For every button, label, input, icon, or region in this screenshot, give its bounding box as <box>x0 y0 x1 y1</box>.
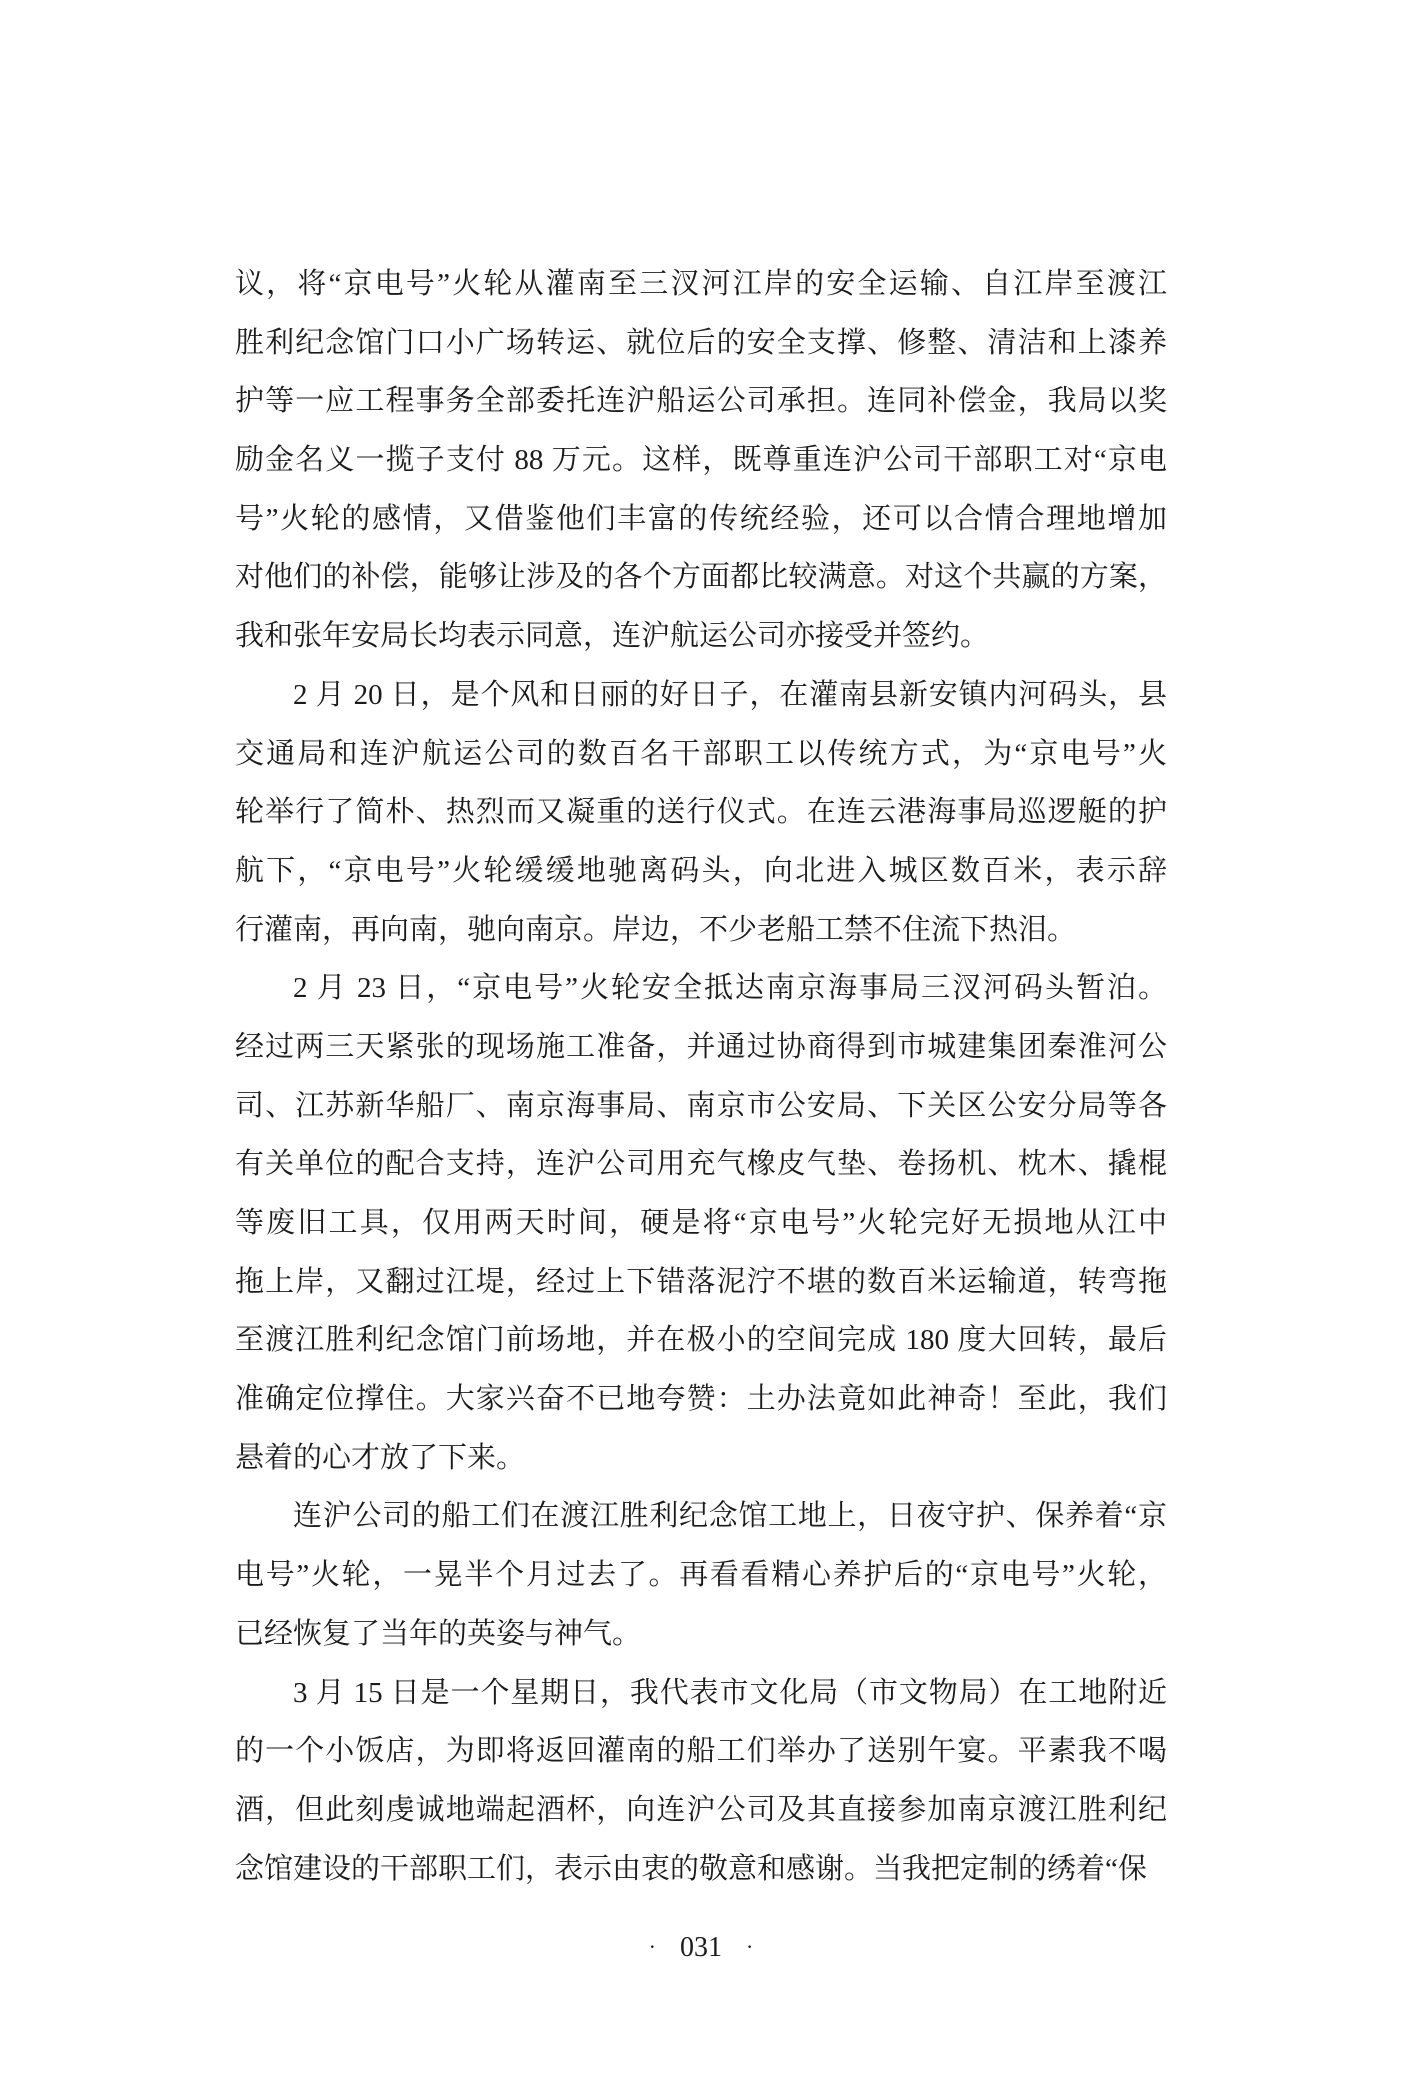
text-line: 行灌南，再向南，驰向南京。岸边，不少老船工禁不住流下热泪。 <box>235 913 1077 946</box>
paragraph <box>235 1487 1167 1663</box>
page-footer <box>235 1928 1167 1968</box>
text-line: 悬着的心才放了下来。 <box>235 1441 526 1474</box>
paragraph <box>235 959 1167 1487</box>
text-line: 我和张年安局长均表示同意，连沪航运公司亦接受并签约。 <box>235 620 990 653</box>
text-line: 念馆建设的干部职工们，表示由衷的敬意和感谢。当我把定制的绣着“保 <box>235 1852 1147 1885</box>
text-line: 拖上岸，又翻过江堤，经过上下错落泥泞不堪的数百米运输道，转弯拖 <box>235 1265 1167 1298</box>
text-line: 酒，但此刻虔诚地端起酒杯，向连沪公司及其直接参加南京渡江胜利纪 <box>235 1793 1167 1826</box>
paragraph <box>235 666 1167 959</box>
text-line: 轮举行了简朴、热烈而又凝重的送行仪式。在连云港海事局巡逻艇的护 <box>235 796 1167 829</box>
text-line: 的一个小饭店，为即将返回灌南的船工们举办了送别午宴。平素我不喝 <box>235 1735 1167 1768</box>
text-line: 电号”火轮，一晃半个月过去了。再看看精心养护后的“京电号”火轮， <box>235 1559 1167 1592</box>
text-line: 号”火轮的感情，又借鉴他们丰富的传统经验，还可以合情合理地增加 <box>235 502 1167 535</box>
text-line: 3 月 15 日是一个星期日，我代表市文化局（市文物局）在工地附近 <box>293 1676 1167 1709</box>
text-line: 有关单位的配合支持，连沪公司用充气橡皮气垫、卷扬机、枕木、撬棍 <box>235 1148 1167 1181</box>
text-line: 对他们的补偿，能够让涉及的各个方面都比较满意。对这个共赢的方案， <box>235 561 1167 594</box>
text-line: 经过两三天紧张的现场施工准备，并通过协商得到市城建集团秦淮河公 <box>235 1030 1167 1063</box>
page-number: 031 <box>680 1932 722 1963</box>
paragraph <box>235 1664 1167 1899</box>
page-body-text <box>235 255 1167 1898</box>
text-line: 2 月 23 日，“京电号”火轮安全抵达南京海事局三汊河码头暂泊。 <box>293 972 1167 1005</box>
text-line: 已经恢复了当年的英姿与神气。 <box>235 1617 642 1650</box>
text-line: 议，将“京电号”火轮从灌南至三汊河江岸的安全运输、自江岸至渡江 <box>235 268 1167 300</box>
paragraph <box>235 255 1167 666</box>
text-line: 连沪公司的船工们在渡江胜利纪念馆工地上，日夜守护、保养着“京 <box>293 1500 1167 1533</box>
footer-left-dot: · <box>648 1934 656 1959</box>
text-line: 准确定位撑住。大家兴奋不已地夸赞：土办法竟如此神奇！至此，我们 <box>235 1383 1167 1416</box>
text-line: 交通局和连沪航运公司的数百名干部职工以传统方式，为“京电号”火 <box>235 737 1167 770</box>
text-line: 2 月 20 日，是个风和日丽的好日子，在灌南县新安镇内河码头，县 <box>293 678 1167 711</box>
text-line: 胜利纪念馆门口小广场转运、就位后的安全支撑、修整、清洁和上漆养 <box>235 326 1167 359</box>
text-line: 护等一应工程事务全部委托连沪船运公司承担。连同补偿金，我局以奖 <box>235 385 1167 418</box>
text-line: 至渡江胜利纪念馆门前场地，并在极小的空间完成 180 度大回转，最后 <box>235 1324 1167 1357</box>
text-line: 司、江苏新华船厂、南京海事局、南京市公安局、下关区公安分局等各 <box>235 1089 1167 1122</box>
text-line: 航下，“京电号”火轮缓缓地驰离码头，向北进入城区数百米，表示辞 <box>235 854 1167 887</box>
text-line: 励金名义一揽子支付 88 万元。这样，既尊重连沪公司干部职工对“京电 <box>235 444 1167 477</box>
text-line: 等废旧工具，仅用两天时间，硬是将“京电号”火轮完好无损地从江中 <box>235 1207 1167 1239</box>
footer-right-dot: · <box>746 1934 754 1959</box>
